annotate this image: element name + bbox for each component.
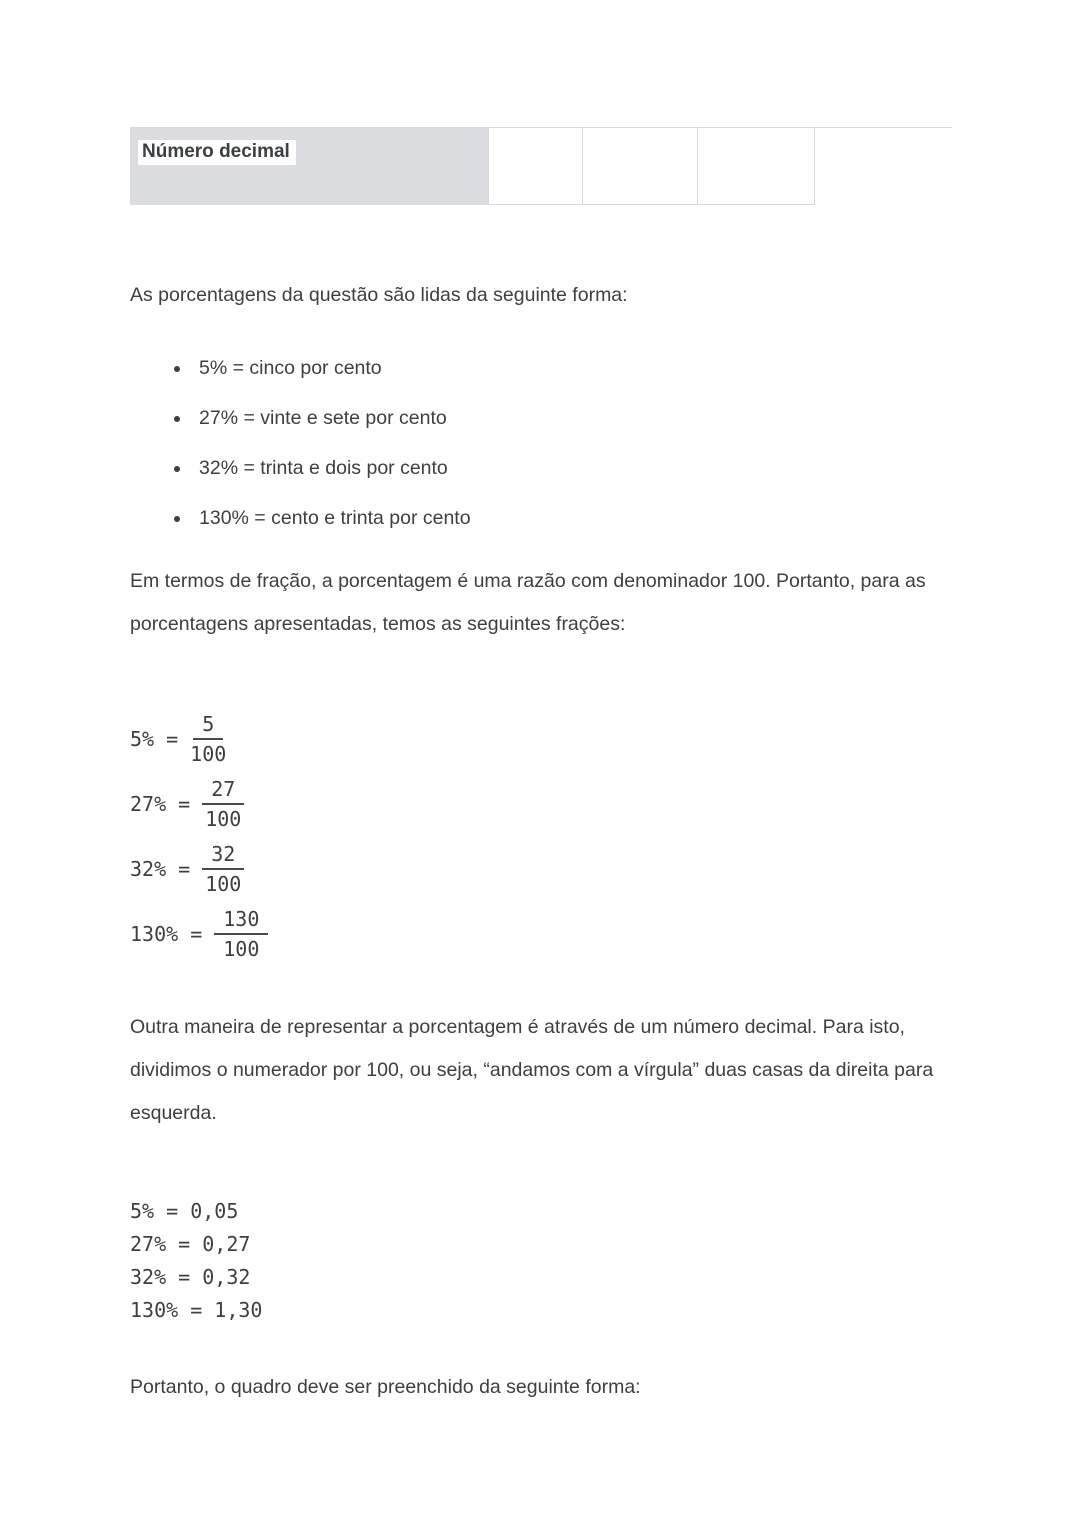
fraction-row xyxy=(130,901,952,966)
table-cell-empty-1 xyxy=(488,128,583,205)
bullet-item: • 130% = cento e trinta por cento xyxy=(192,493,952,543)
fraction-row xyxy=(130,771,952,836)
decimals-block xyxy=(130,1195,952,1327)
decimal-line: 5% = 0,05 xyxy=(130,1199,239,1223)
decimal-line: 130% = 1,30 xyxy=(130,1298,263,1322)
fraction-label: 27% = xyxy=(130,791,191,816)
fractions-block xyxy=(130,706,952,966)
decimal-line: 27% = 0,27 xyxy=(130,1232,251,1256)
bullet-list xyxy=(130,343,952,543)
decimal-line: 32% = 0,32 xyxy=(130,1265,251,1289)
fraction-numerator: 32 xyxy=(202,843,244,870)
fraction-label: 130% = xyxy=(130,921,203,946)
intro-paragraph: As porcentagens da questão são lidas da seguinte forma: xyxy=(130,284,628,306)
decimal-paragraph: Outra maneira de representar a porcentagem é através de um número decimal. Para isto, dividimos o numerador por 100, ou seja, “andamos com a vírgula” duas casas da direita para esquerda. xyxy=(130,1016,934,1124)
document-content xyxy=(130,127,952,1409)
fraction xyxy=(190,713,226,765)
fraction xyxy=(202,778,244,830)
fraction-label: 5% = xyxy=(130,726,179,751)
fraction-denominator: 100 xyxy=(223,936,260,961)
table-cell-empty-3 xyxy=(698,128,815,205)
bullet-item: • 32% = trinta e dois por cento xyxy=(192,443,952,493)
bullet-item: • 5% = cinco por cento xyxy=(192,343,952,393)
fraction-numerator: 130 xyxy=(214,908,268,935)
fraction-denominator: 100 xyxy=(190,741,227,766)
fraction-row xyxy=(130,706,952,771)
table-cell-tail xyxy=(815,128,952,205)
fraction-denominator: 100 xyxy=(205,806,242,831)
fraction xyxy=(202,843,244,895)
fraction-denominator: 100 xyxy=(205,871,242,896)
fraction xyxy=(214,908,268,960)
table-cell-empty-2 xyxy=(583,128,698,205)
bullet-item: • 27% = vinte e sete por cento xyxy=(192,393,952,443)
table-header-cell xyxy=(130,128,488,205)
fraction-numerator: 27 xyxy=(202,778,244,805)
fraction-row xyxy=(130,836,952,901)
fraction-paragraph: Em termos de fração, a porcentagem é uma razão com denominador 100. Portanto, para as porcentagens apresentadas, temos as seguintes frações: xyxy=(130,570,926,635)
answer-table xyxy=(130,127,952,205)
fraction-label: 32% = xyxy=(130,856,191,881)
fraction-numerator: 5 xyxy=(193,713,223,740)
table-header-label: Número decimal xyxy=(138,140,296,165)
closing-paragraph: Portanto, o quadro deve ser preenchido da seguinte forma: xyxy=(130,1376,641,1398)
